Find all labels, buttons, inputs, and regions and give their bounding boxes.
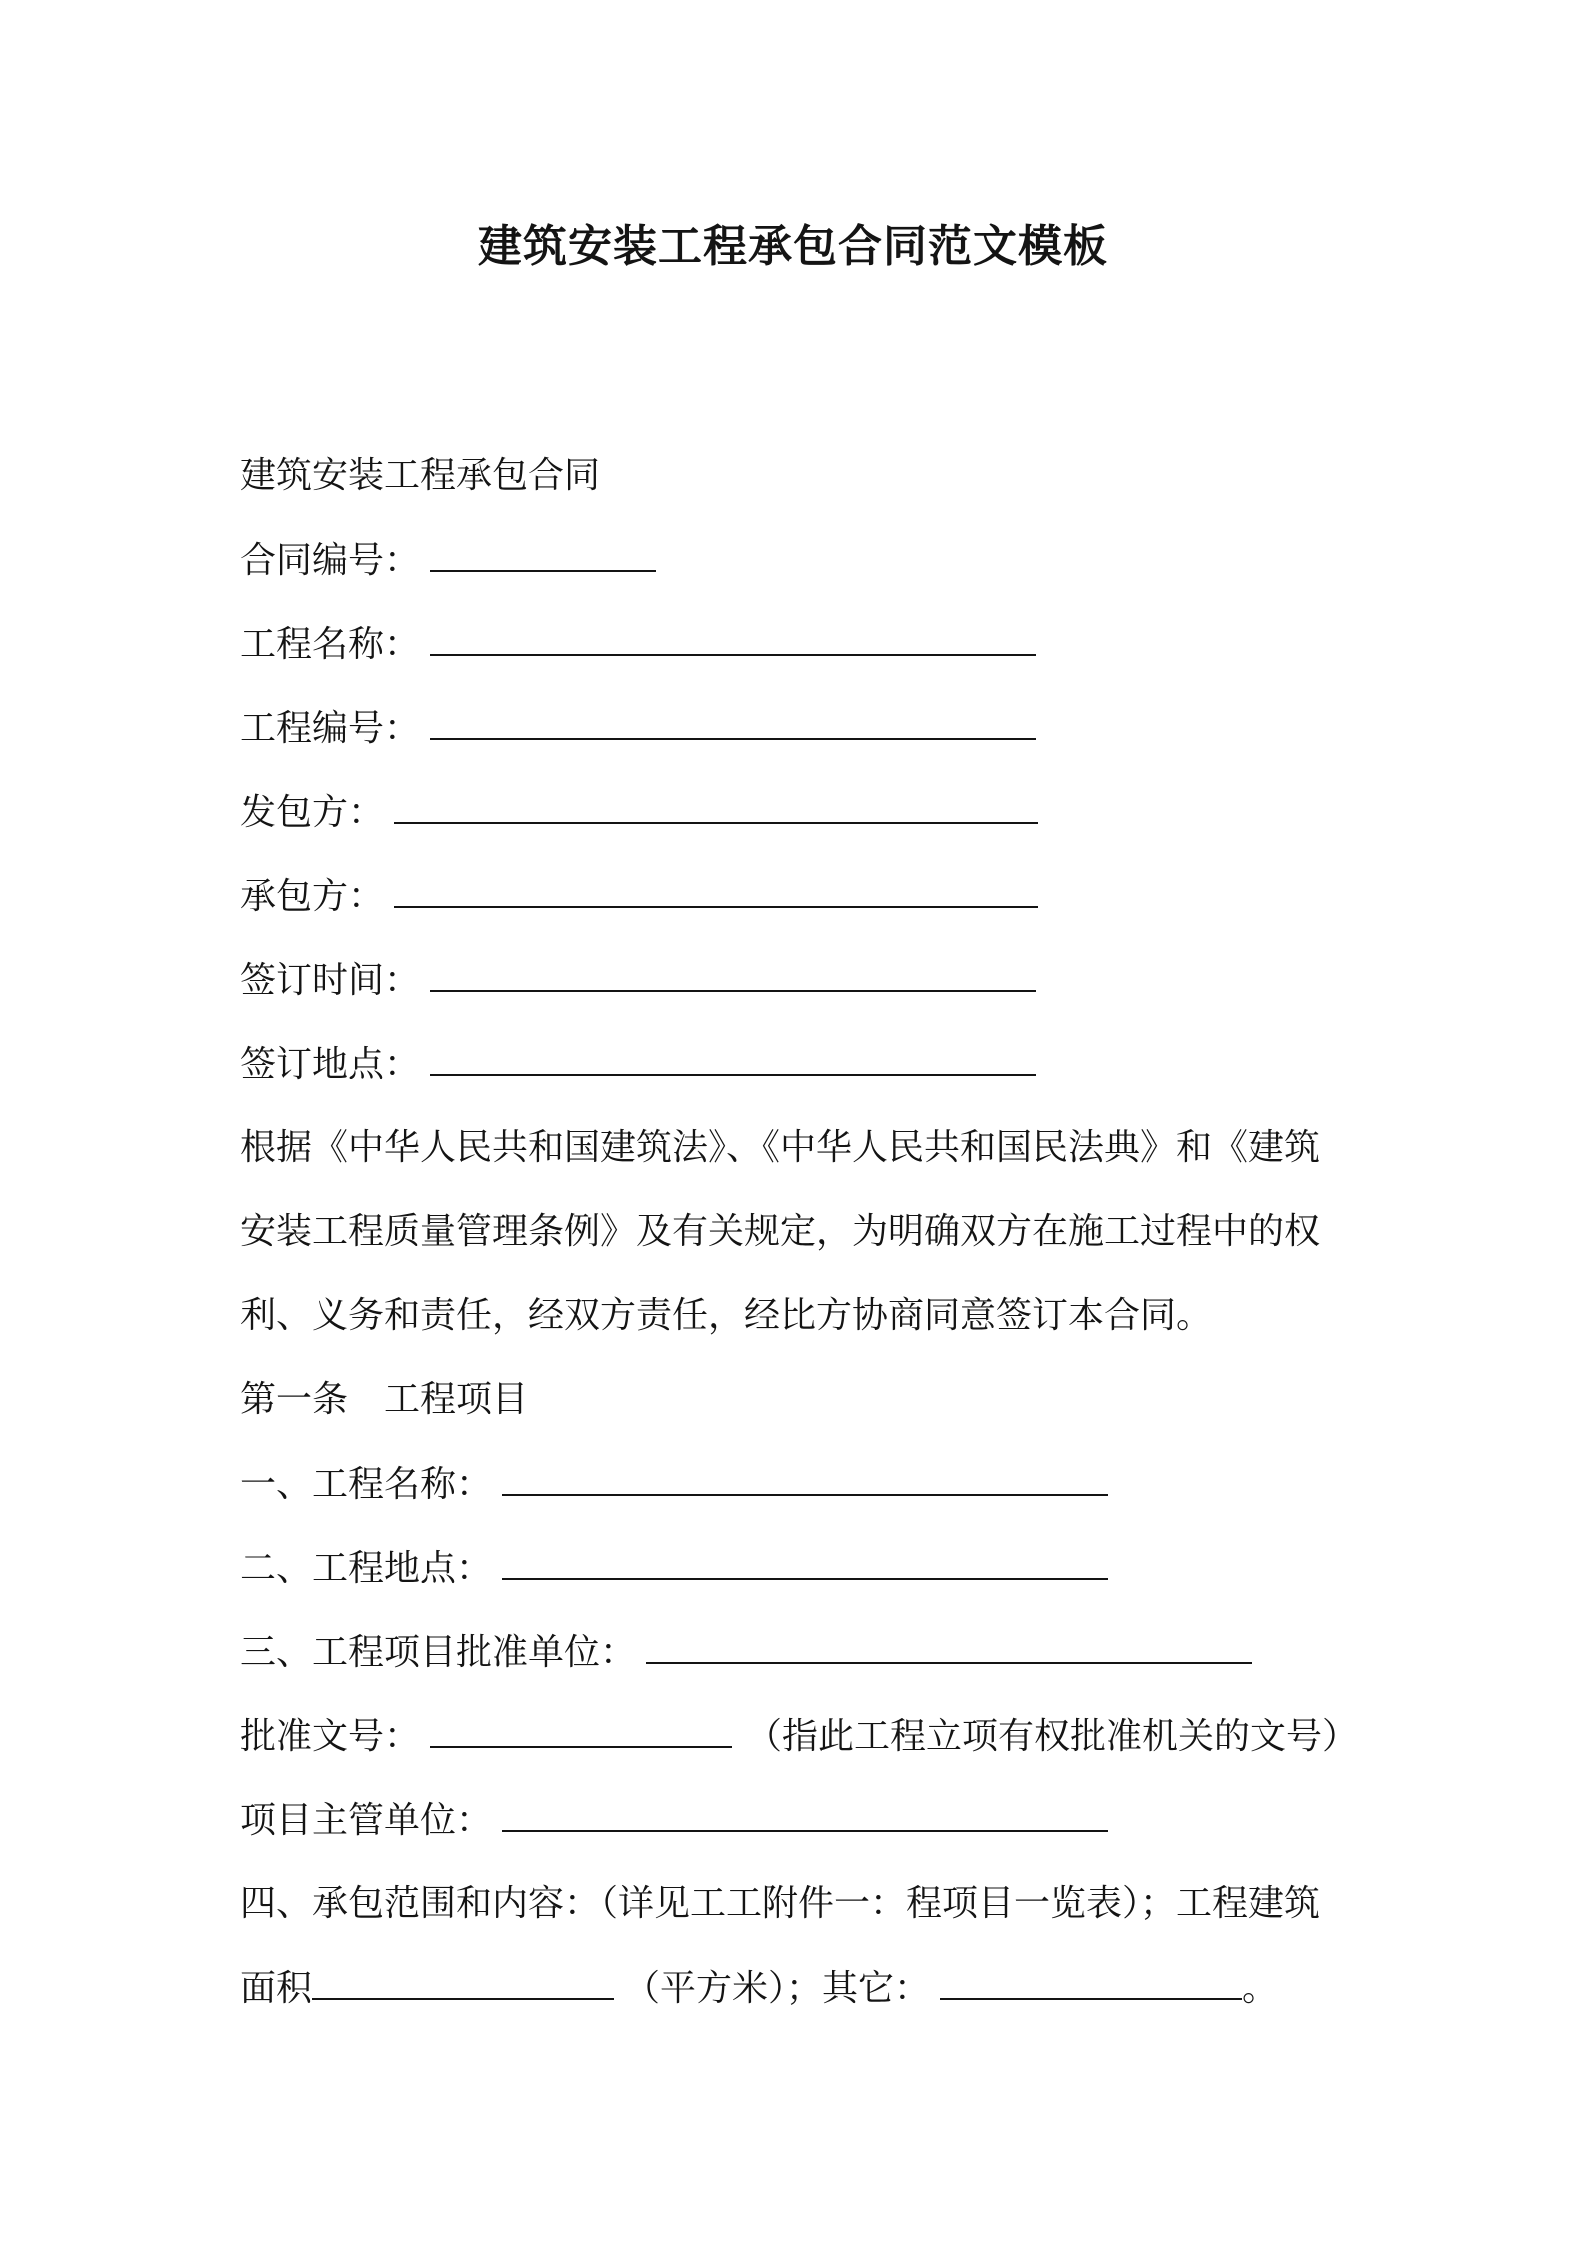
item-label: 二、工程地点： xyxy=(240,1548,493,1589)
approval-unit-blank[interactable] xyxy=(646,1624,1252,1664)
field-project-no xyxy=(240,700,1036,756)
contractor-blank[interactable] xyxy=(394,868,1038,908)
area-label: 面积 xyxy=(240,1968,313,2009)
preamble-line-1: 根据《中华人民共和国建筑法》、《中华人民共和国民法典》和《建筑 xyxy=(240,1127,1321,1168)
sign-place-blank[interactable] xyxy=(430,1036,1036,1076)
field-label: 工程名称： xyxy=(240,624,421,665)
field-label: 签订地点： xyxy=(240,1044,421,1085)
item-label: 项目主管单位： xyxy=(240,1800,493,1841)
area-unit: （平方米）；其它： xyxy=(624,1968,931,2009)
approval-no-blank[interactable] xyxy=(430,1708,732,1748)
field-contractor xyxy=(240,868,1038,924)
project-name-blank[interactable] xyxy=(430,616,1036,656)
item-label: 三、工程项目批准单位： xyxy=(240,1632,637,1673)
field-label: 发包方： xyxy=(240,792,385,833)
field-project-name xyxy=(240,616,1036,672)
article-1-heading xyxy=(240,1372,528,1428)
field-sign-place xyxy=(240,1036,1036,1092)
field-label: 承包方： xyxy=(240,876,385,917)
approval-no-line xyxy=(240,1708,1358,1764)
sentence-end: 。 xyxy=(1242,1968,1279,2009)
approval-note: （指此工程立项有权批准机关的文号） xyxy=(746,1716,1359,1757)
project-no-blank[interactable] xyxy=(430,700,1036,740)
preamble-line-2: 安装工程质量管理条例》及有关规定，为明确双方在施工过程中的权 xyxy=(240,1211,1321,1252)
article-1-item-4-line-2 xyxy=(240,1960,1278,2016)
item-label: 一、工程名称： xyxy=(240,1464,493,1505)
item1-project-name-blank[interactable] xyxy=(502,1456,1108,1496)
field-employer xyxy=(240,784,1038,840)
field-sign-time xyxy=(240,952,1036,1008)
other-blank[interactable] xyxy=(940,1960,1242,2000)
contract-subtitle: 建筑安装工程承包合同 xyxy=(240,455,601,496)
preamble-line-3: 利、义务和责任，经双方责任，经比方协商同意签订本合同。 xyxy=(240,1295,1213,1336)
field-label: 工程编号： xyxy=(240,708,421,749)
supervisor-blank[interactable] xyxy=(502,1792,1108,1832)
sign-time-blank[interactable] xyxy=(430,952,1036,992)
field-contract-no xyxy=(240,532,656,588)
item-label: 批准文号： xyxy=(240,1716,421,1757)
article-1-item-3 xyxy=(240,1624,1252,1680)
article-number: 第一条 xyxy=(240,1379,349,1420)
item2-project-place-blank[interactable] xyxy=(502,1540,1108,1580)
document-title: 建筑安装工程承包合同范文模板 xyxy=(478,221,1108,272)
article-1-item-2 xyxy=(240,1540,1108,1596)
field-label: 合同编号： xyxy=(240,540,421,581)
employer-blank[interactable] xyxy=(394,784,1038,824)
article-1-item-4-line-1: 四、承包范围和内容：（详见工工附件一：程项目一览表）；工程建筑 xyxy=(240,1883,1321,1924)
field-label: 签订时间： xyxy=(240,960,421,1001)
article-1-item-1 xyxy=(240,1456,1108,1512)
supervisor-line xyxy=(240,1792,1108,1848)
contract-no-blank[interactable] xyxy=(430,532,656,572)
area-blank[interactable] xyxy=(312,1960,614,2000)
article-title: 工程项目 xyxy=(384,1379,529,1420)
